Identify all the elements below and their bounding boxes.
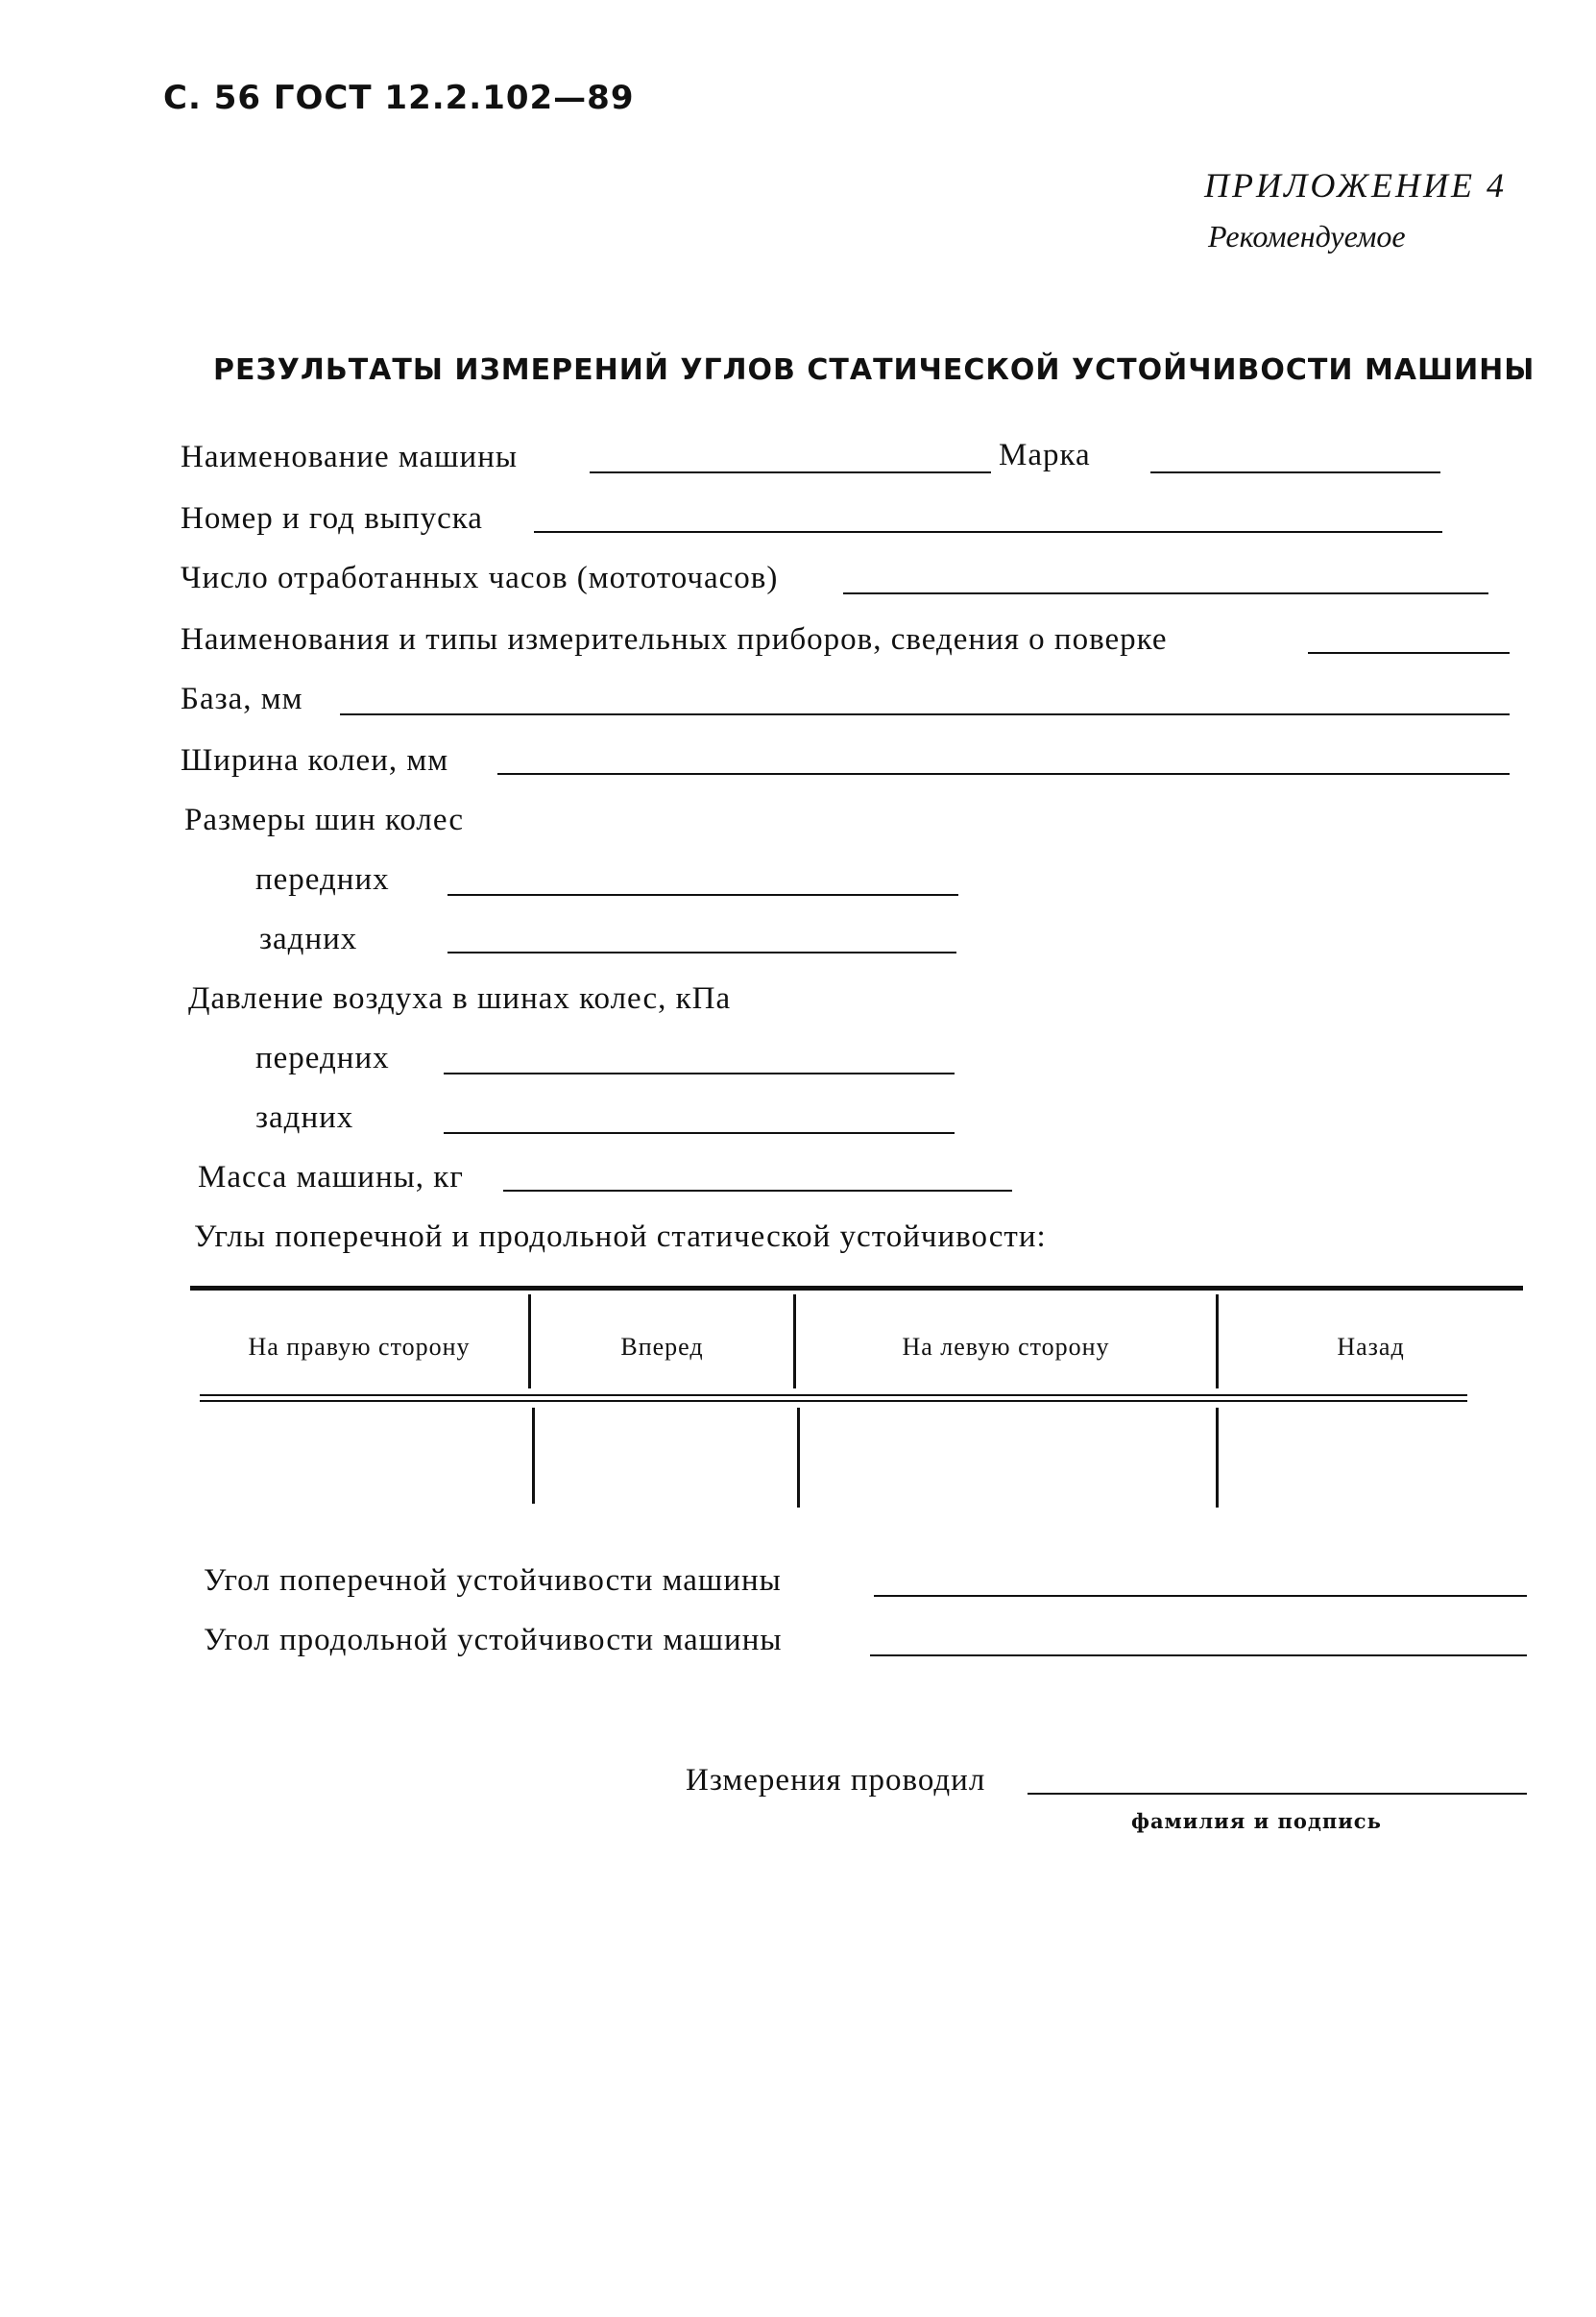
tire-front-field[interactable] — [447, 894, 958, 896]
air-pressure-label: Давление воздуха в шинах колес, кПа — [188, 981, 732, 1016]
base-label: База, мм — [181, 682, 303, 716]
table-divider — [532, 1408, 535, 1504]
transverse-angle-field[interactable] — [874, 1595, 1527, 1597]
mass-label: Масса машины, кг — [198, 1160, 464, 1195]
instruments-label: Наименования и типы измерительных приборов, сведения о поверке — [181, 622, 1168, 657]
brand-field[interactable] — [1150, 471, 1440, 473]
col-header-forward: Вперед — [620, 1333, 704, 1361]
machine-name-field[interactable] — [590, 471, 991, 473]
brand-label: Марка — [999, 438, 1091, 472]
machine-name-label: Наименование машины — [181, 440, 519, 474]
pressure-rear-label: задних — [255, 1100, 354, 1135]
appendix-label: ПРИЛОЖЕНИЕ 4 — [1204, 166, 1507, 205]
signature-label: Измерения проводил — [686, 1763, 986, 1798]
table-top-rule — [190, 1286, 1523, 1291]
base-field[interactable] — [340, 713, 1510, 715]
instruments-field[interactable] — [1308, 652, 1510, 654]
hours-label: Число отработанных часов (мототочасов) — [181, 561, 779, 595]
tire-sizes-label: Размеры шин колес — [184, 803, 465, 837]
signature-field[interactable] — [1028, 1793, 1527, 1795]
cell-forward[interactable] — [536, 1408, 795, 1504]
page-header: С. 56 ГОСТ 12.2.102—89 — [163, 79, 635, 117]
longitudinal-angle-field[interactable] — [870, 1654, 1527, 1656]
cell-right-side[interactable] — [198, 1408, 530, 1504]
mass-field[interactable] — [503, 1190, 1012, 1192]
table-divider — [797, 1408, 800, 1508]
pressure-rear-field[interactable] — [444, 1132, 955, 1134]
cell-back[interactable] — [1220, 1408, 1508, 1504]
cell-left-side[interactable] — [801, 1408, 1214, 1504]
table-header-rule — [200, 1394, 1467, 1402]
transverse-angle-label: Угол поперечной устойчивости машины — [204, 1563, 782, 1598]
tire-rear-field[interactable] — [447, 952, 956, 953]
tire-front-label: передних — [255, 862, 390, 897]
angles-heading: Углы поперечной и продольной статической устойчивости: — [194, 1219, 1047, 1254]
longitudinal-angle-label: Угол продольной устойчивости машины — [204, 1623, 783, 1657]
pressure-front-field[interactable] — [444, 1073, 955, 1074]
document-title: РЕЗУЛЬТАТЫ ИЗМЕРЕНИЙ УГЛОВ СТАТИЧЕСКОЙ УСТОЙЧИВОСТИ МАШИНЫ — [213, 353, 1536, 387]
signature-caption: фамилия и подпись — [1131, 1809, 1382, 1833]
number-year-label: Номер и год выпуска — [181, 501, 483, 536]
col-header-left-side: На левую сторону — [902, 1333, 1110, 1361]
pressure-front-label: передних — [255, 1041, 390, 1075]
track-width-field[interactable] — [497, 773, 1510, 775]
number-year-field[interactable] — [534, 531, 1442, 533]
col-header-back: Назад — [1337, 1333, 1405, 1361]
appendix-status: Рекомендуемое — [1208, 219, 1406, 253]
col-header-right-side: На правую сторону — [248, 1333, 471, 1361]
tire-rear-label: задних — [259, 922, 358, 956]
track-width-label: Ширина колеи, мм — [181, 743, 449, 778]
table-divider — [1216, 1408, 1219, 1508]
hours-field[interactable] — [843, 592, 1488, 594]
